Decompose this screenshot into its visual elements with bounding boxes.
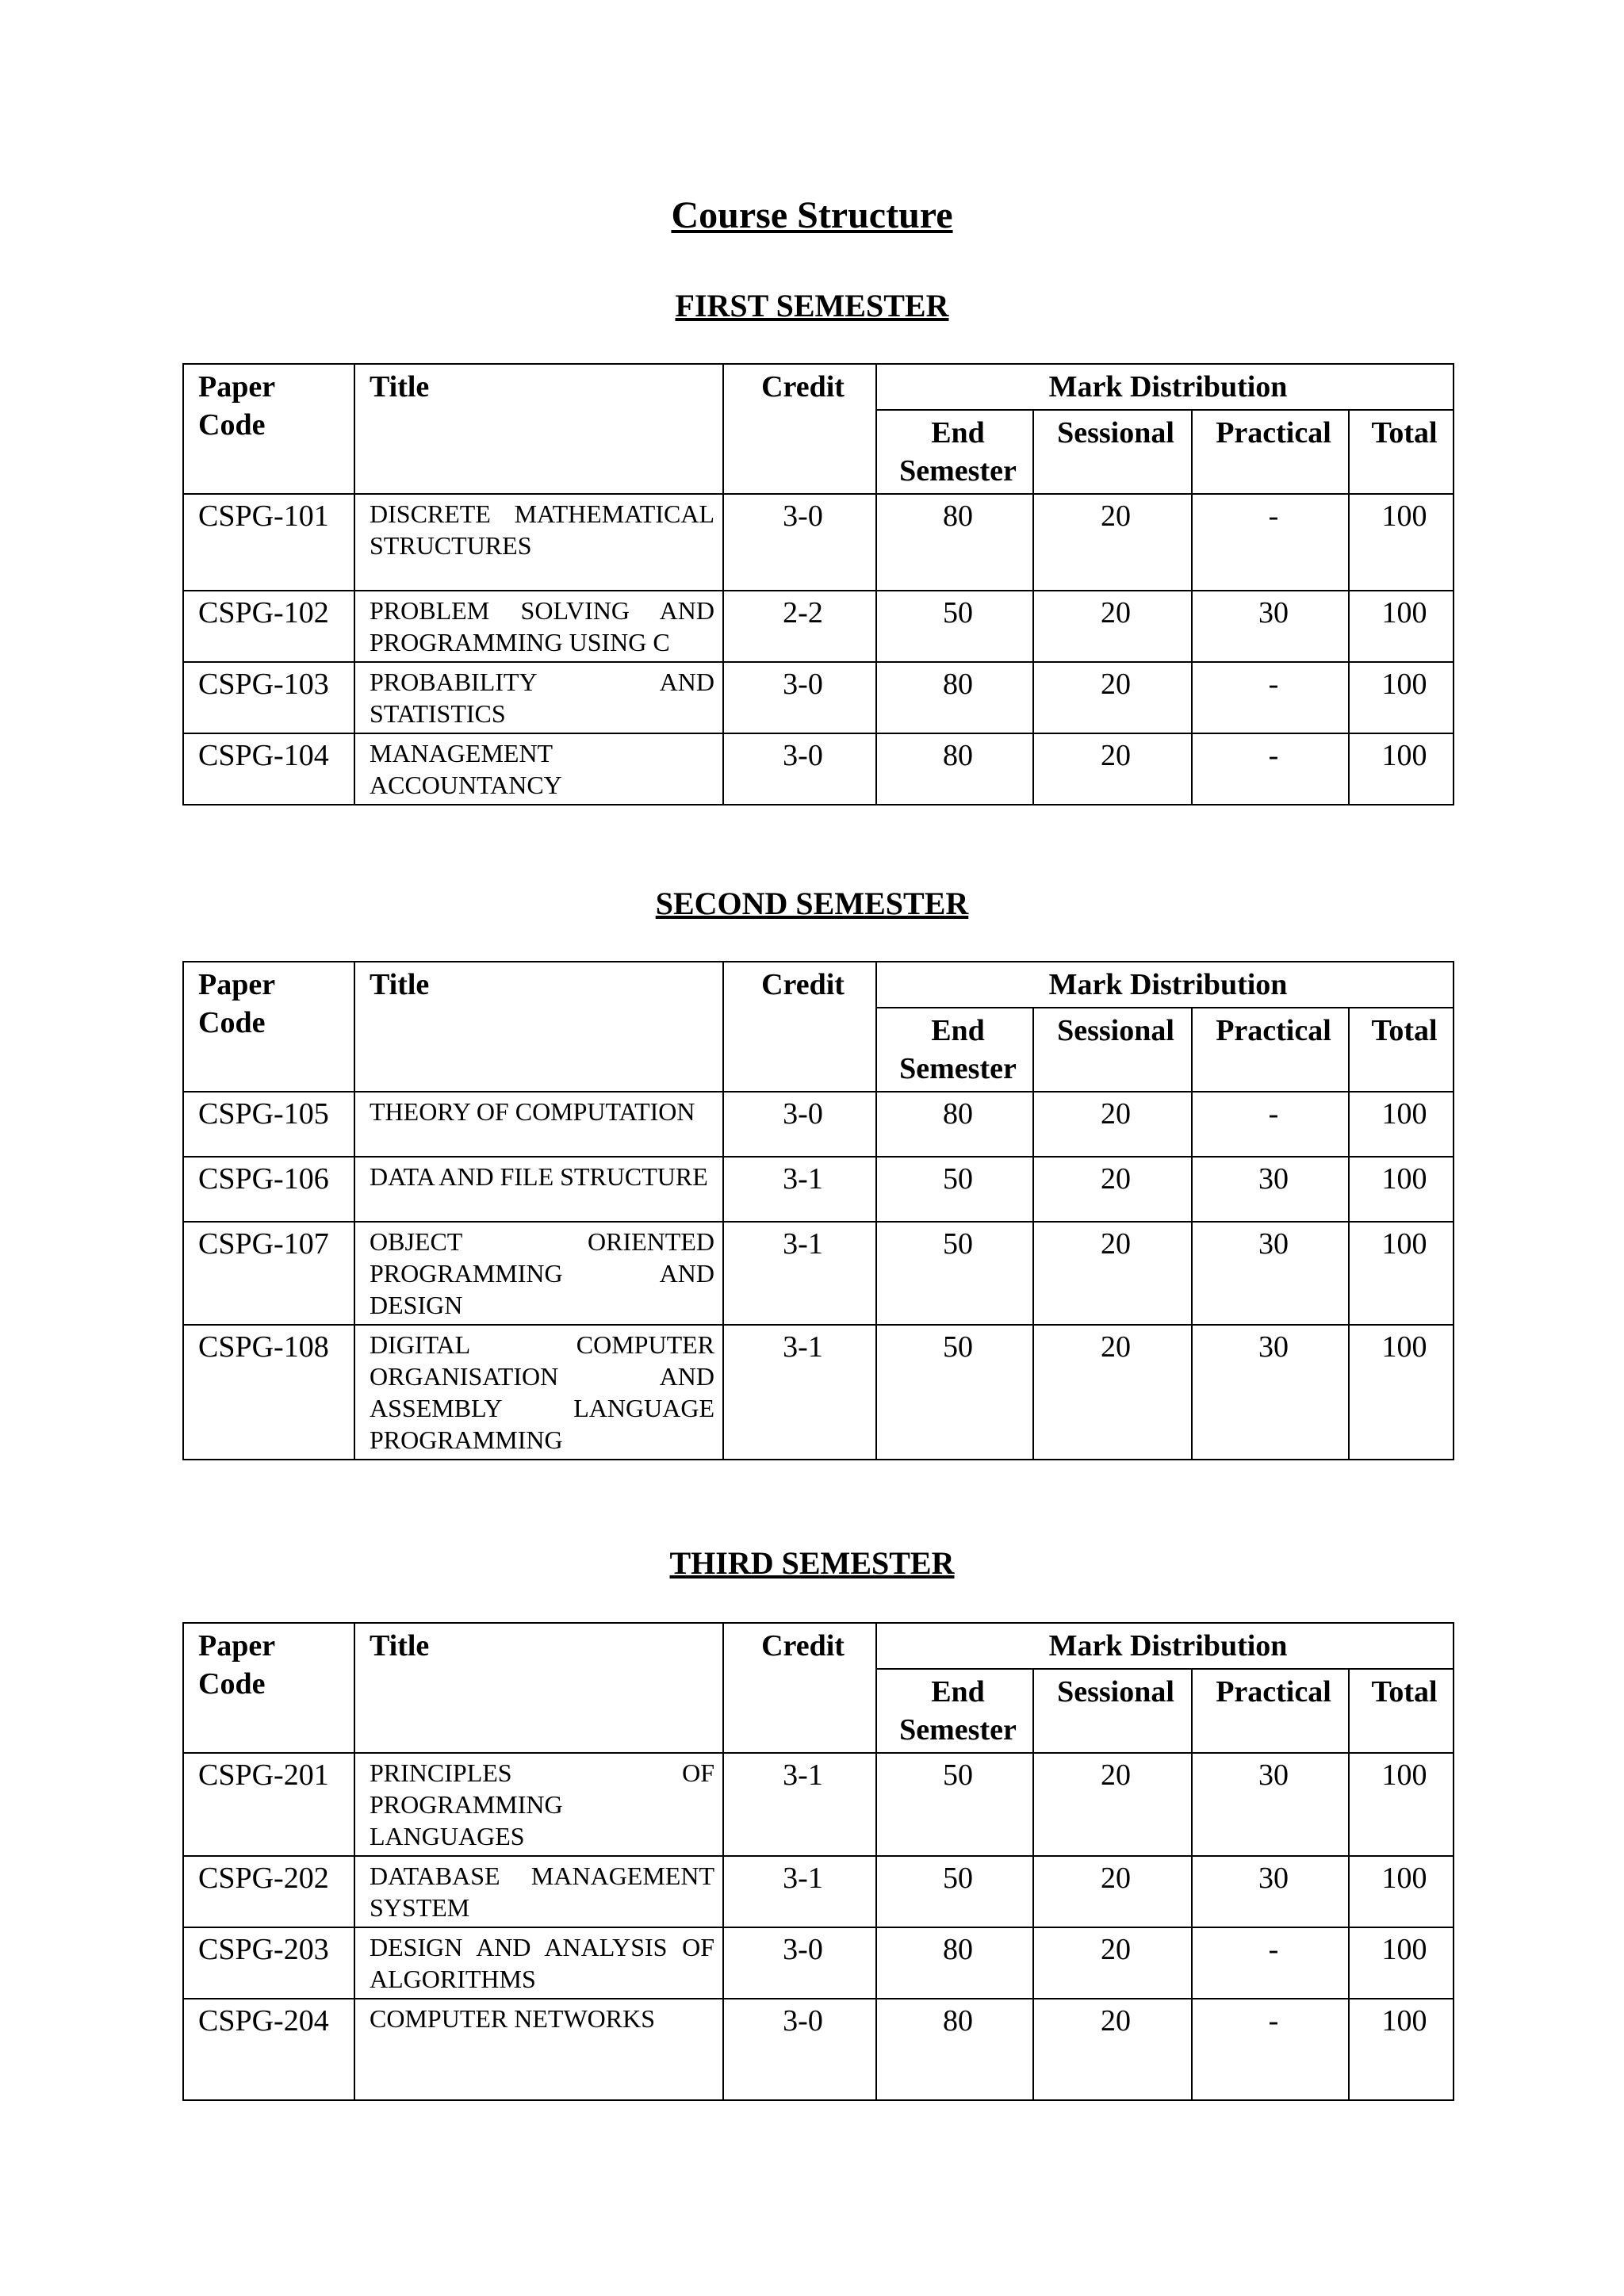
total-marks: 100	[1349, 1753, 1454, 1856]
header-credit: Credit	[723, 1623, 876, 1753]
practical-marks: -	[1192, 1999, 1349, 2100]
table-row	[183, 1753, 1454, 1856]
credit: 3-1	[723, 1753, 876, 1856]
total-marks: 100	[1349, 1927, 1454, 1999]
practical-marks: -	[1192, 494, 1349, 591]
header-credit: Credit	[723, 962, 876, 1092]
credit: 3-0	[723, 1999, 876, 2100]
semester-title: SECOND SEMESTER	[655, 886, 969, 921]
course-table	[182, 1622, 1454, 2101]
end-semester-marks: 50	[876, 1157, 1033, 1222]
course-title: MANAGEMENT ACCOUNTANCY	[354, 733, 723, 805]
header-mark-distribution: Mark Distribution	[876, 1623, 1454, 1669]
total-marks: 100	[1349, 494, 1454, 591]
total-marks: 100	[1349, 733, 1454, 805]
sessional-marks: 20	[1033, 1999, 1192, 2100]
credit: 3-0	[723, 662, 876, 733]
header-sessional: Sessional	[1033, 1669, 1192, 1753]
total-marks: 100	[1349, 1856, 1454, 1927]
total-marks: 100	[1349, 1092, 1454, 1157]
end-semester-marks: 80	[876, 1999, 1033, 2100]
page-title: Course Structure	[671, 194, 953, 236]
sessional-marks: 20	[1033, 1157, 1192, 1222]
credit: 3-0	[723, 494, 876, 591]
practical-marks: 30	[1192, 1157, 1349, 1222]
total-marks: 100	[1349, 1157, 1454, 1222]
end-semester-marks: 50	[876, 1325, 1033, 1460]
sessional-marks: 20	[1033, 662, 1192, 733]
table-row	[183, 1157, 1454, 1222]
sessional-marks: 20	[1033, 733, 1192, 805]
credit: 3-1	[723, 1325, 876, 1460]
end-semester-marks: 80	[876, 1927, 1033, 1999]
paper-code: CSPG-102	[183, 591, 354, 662]
paper-code: CSPG-108	[183, 1325, 354, 1460]
sessional-marks: 20	[1033, 1222, 1192, 1325]
total-marks: 100	[1349, 591, 1454, 662]
header-title: Title	[354, 962, 723, 1092]
total-marks: 100	[1349, 1999, 1454, 2100]
practical-marks: -	[1192, 662, 1349, 733]
course-title: PROBLEM SOLVING AND PROGRAMMING USING C	[354, 591, 723, 662]
credit: 3-1	[723, 1856, 876, 1927]
table-row	[183, 662, 1454, 733]
sessional-marks: 20	[1033, 1325, 1192, 1460]
total-marks: 100	[1349, 1222, 1454, 1325]
paper-code: CSPG-103	[183, 662, 354, 733]
course-table	[182, 961, 1454, 1460]
practical-marks: -	[1192, 1092, 1349, 1157]
practical-marks: 30	[1192, 591, 1349, 662]
paper-code: CSPG-202	[183, 1856, 354, 1927]
practical-marks: -	[1192, 1927, 1349, 1999]
header-mark-distribution: Mark Distribution	[876, 364, 1454, 410]
header-practical: Practical	[1192, 410, 1349, 494]
table-row	[183, 1856, 1454, 1927]
table-row	[183, 591, 1454, 662]
table-row	[183, 1999, 1454, 2100]
end-semester-marks: 50	[876, 1856, 1033, 1927]
course-title: PROBABILITY AND STATISTICS	[354, 662, 723, 733]
header-paper-code: Paper Code	[183, 962, 354, 1092]
paper-code: CSPG-204	[183, 1999, 354, 2100]
sessional-marks: 20	[1033, 1092, 1192, 1157]
practical-marks: 30	[1192, 1856, 1349, 1927]
course-title: PRINCIPLES OF PROGRAMMING LANGUAGES	[354, 1753, 723, 1856]
end-semester-marks: 80	[876, 733, 1033, 805]
sessional-marks: 20	[1033, 1927, 1192, 1999]
header-sessional: Sessional	[1033, 410, 1192, 494]
header-total: Total	[1349, 1008, 1454, 1092]
header-practical: Practical	[1192, 1008, 1349, 1092]
course-title: DIGITAL COMPUTER ORGANISATION AND ASSEMBLY LANGUAGE PROGRAMMING	[354, 1325, 723, 1460]
table-row	[183, 1325, 1454, 1460]
table-row	[183, 1222, 1454, 1325]
end-semester-marks: 80	[876, 662, 1033, 733]
end-semester-marks: 80	[876, 494, 1033, 591]
header-mark-distribution: Mark Distribution	[876, 962, 1454, 1008]
course-title: THEORY OF COMPUTATION	[354, 1092, 723, 1157]
paper-code: CSPG-201	[183, 1753, 354, 1856]
course-title: DESIGN AND ANALYSIS OF ALGORITHMS	[354, 1927, 723, 1999]
paper-code: CSPG-104	[183, 733, 354, 805]
credit: 3-0	[723, 1092, 876, 1157]
paper-code: CSPG-105	[183, 1092, 354, 1157]
end-semester-marks: 50	[876, 591, 1033, 662]
header-title: Title	[354, 1623, 723, 1753]
credit: 3-1	[723, 1222, 876, 1325]
course-title: DISCRETE MATHEMATICAL STRUCTURES	[354, 494, 723, 591]
paper-code: CSPG-106	[183, 1157, 354, 1222]
practical-marks: 30	[1192, 1222, 1349, 1325]
credit: 2-2	[723, 591, 876, 662]
credit: 3-0	[723, 1927, 876, 1999]
header-end-semester: End Semester	[876, 410, 1033, 494]
sessional-marks: 20	[1033, 1753, 1192, 1856]
total-marks: 100	[1349, 662, 1454, 733]
practical-marks: 30	[1192, 1325, 1349, 1460]
semester-title: FIRST SEMESTER	[675, 288, 949, 323]
header-total: Total	[1349, 410, 1454, 494]
credit: 3-0	[723, 733, 876, 805]
header-credit: Credit	[723, 364, 876, 494]
header-total: Total	[1349, 1669, 1454, 1753]
header-sessional: Sessional	[1033, 1008, 1192, 1092]
practical-marks: 30	[1192, 1753, 1349, 1856]
header-practical: Practical	[1192, 1669, 1349, 1753]
sessional-marks: 20	[1033, 1856, 1192, 1927]
table-row	[183, 494, 1454, 591]
table-row	[183, 1927, 1454, 1999]
sessional-marks: 20	[1033, 591, 1192, 662]
table-row	[183, 1092, 1454, 1157]
header-end-semester: End Semester	[876, 1669, 1033, 1753]
end-semester-marks: 50	[876, 1222, 1033, 1325]
credit: 3-1	[723, 1157, 876, 1222]
end-semester-marks: 50	[876, 1753, 1033, 1856]
header-title: Title	[354, 364, 723, 494]
header-paper-code: Paper Code	[183, 1623, 354, 1753]
course-title: OBJECT ORIENTED PROGRAMMING AND DESIGN	[354, 1222, 723, 1325]
paper-code: CSPG-107	[183, 1222, 354, 1325]
total-marks: 100	[1349, 1325, 1454, 1460]
table-row	[183, 733, 1454, 805]
practical-marks: -	[1192, 733, 1349, 805]
course-title: DATABASE MANAGEMENT SYSTEM	[354, 1856, 723, 1927]
sessional-marks: 20	[1033, 494, 1192, 591]
course-title: COMPUTER NETWORKS	[354, 1999, 723, 2100]
header-paper-code: Paper Code	[183, 364, 354, 494]
paper-code: CSPG-203	[183, 1927, 354, 1999]
course-title: DATA AND FILE STRUCTURE	[354, 1157, 723, 1222]
paper-code: CSPG-101	[183, 494, 354, 591]
semester-title: THIRD SEMESTER	[669, 1545, 955, 1581]
end-semester-marks: 80	[876, 1092, 1033, 1157]
header-end-semester: End Semester	[876, 1008, 1033, 1092]
course-table	[182, 363, 1454, 806]
